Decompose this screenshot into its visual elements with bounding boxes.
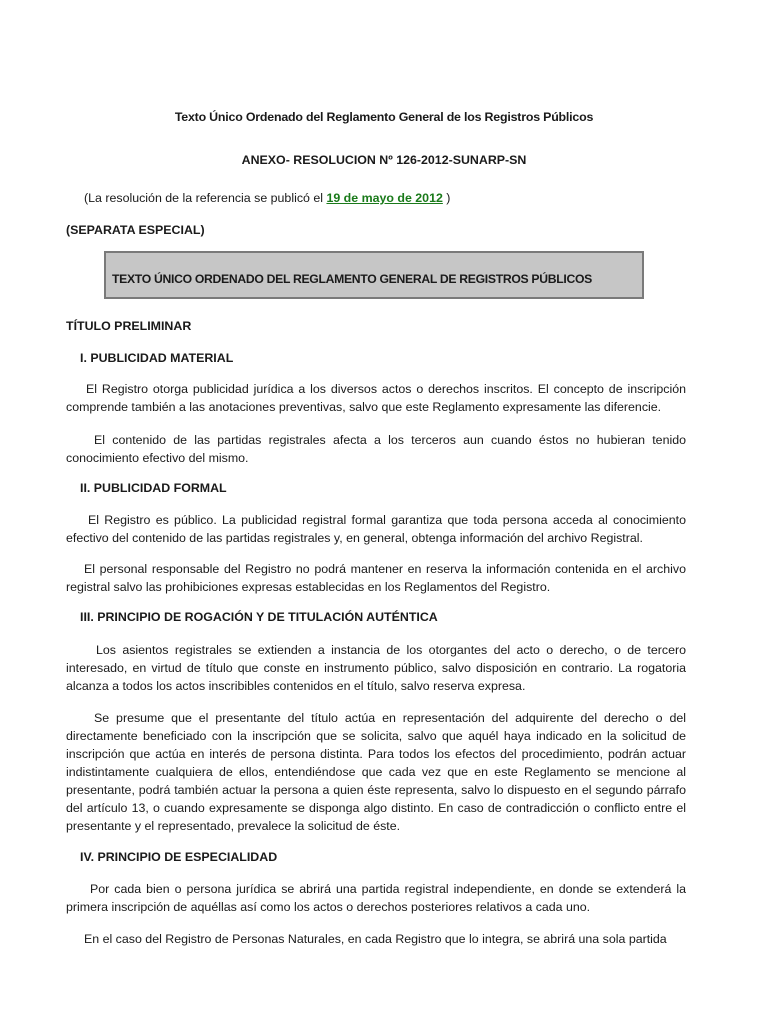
anexo-line: ANEXO- RESOLUCION Nº 126-2012-SUNARP-SN — [241, 153, 527, 167]
publication-date-link[interactable]: 19 de mayo de 2012 — [326, 191, 443, 205]
section-heading-3: III. PRINCIPIO DE ROGACIÓN Y DE TITULACIÓN AUTÉNTICA — [80, 610, 438, 624]
section-2-paragraph-1 — [66, 511, 686, 547]
note-suffix: ) — [442, 191, 451, 205]
title-box — [104, 251, 644, 299]
paragraph-text: Por cada bien o persona jurídica se abrirá una partida registral independiente, en donde se extenderá la primera inscripción de aquéllas así como los actos o derechos posteriores relativos a cada uno. — [66, 882, 686, 914]
titulo-preliminar: TÍTULO PRELIMINAR — [66, 319, 192, 333]
section-3-paragraph-1 — [66, 641, 686, 695]
box-title: TEXTO ÚNICO ORDENADO DEL REGLAMENTO GENERAL DE REGISTROS PÚBLICOS — [112, 272, 593, 286]
section-1-paragraph-2 — [66, 431, 686, 467]
section-4-paragraph-2 — [66, 930, 686, 948]
publication-note — [84, 191, 450, 205]
paragraph-text: En el caso del Registro de Personas Naturales, en cada Registro que lo integra, se abrirá una sola partida — [84, 932, 667, 946]
paragraph-text: El contenido de las partidas registrales afecta a los terceros aun cuando éstos no hubieran tenido conocimiento efectivo del mismo. — [66, 433, 686, 465]
section-heading-2: II. PUBLICIDAD FORMAL — [80, 481, 227, 495]
section-1-paragraph-1 — [66, 380, 686, 416]
section-heading-1: I. PUBLICIDAD MATERIAL — [80, 351, 234, 365]
paragraph-text: El Registro otorga publicidad jurídica a los diversos actos o derechos inscritos. El concepto de inscripción comprende también a las anotaciones preventivas, salvo que este Reglamento expresamente las diferencie. — [66, 382, 686, 414]
section-3-paragraph-2 — [66, 709, 686, 835]
paragraph-text: El Registro es público. La publicidad registral formal garantiza que toda persona acceda al conocimiento efectivo del contenido de las partidas registrales y, en general, obtenga información del archivo Registral. — [66, 513, 686, 545]
document-title: Texto Único Ordenado del Reglamento General de los Registros Públicos — [174, 110, 594, 124]
note-prefix: (La resolución de la referencia se publicó el — [84, 191, 327, 205]
paragraph-text: Los asientos registrales se extienden a instancia de los otorgantes del acto o derecho, o de tercero interesado, en virtud de título que conste en instrumento público, salvo disposición en contrario. La rogatoria alcanza a todos los actos inscribibles contenidos en el título, salvo reserva expresa. — [66, 643, 686, 693]
paragraph-text: El personal responsable del Registro no podrá mantener en reserva la información contenida en el archivo registral salvo las prohibiciones expresas establecidas en los Reglamentos del Registro. — [66, 562, 686, 594]
paragraph-text: Se presume que el presentante del título actúa en representación del adquirente del derecho o del directamente beneficiado con la inscripción que se solicita, salvo que aquél haya indicado en la solicitud de inscripción que actúa en interés de persona distinta. Para todos los efectos del procedimiento, podrán actuar indistintamente cualquiera de ellos, entendiéndose que cada vez que en este Reglamento se mencione al presentante, podrá también actuar la persona a quien éste representa, salvo lo dispuesto en el segundo párrafo del artículo 13, o cuando expresamente se disponga algo distinto. En caso de contradicción o conflicto entre el presentante y el representado, prevalece la solicitud de éste. — [66, 711, 686, 833]
section-4-paragraph-1 — [66, 880, 686, 916]
section-2-paragraph-2 — [66, 560, 686, 596]
section-heading-4: IV. PRINCIPIO DE ESPECIALIDAD — [80, 850, 278, 864]
separata-label: (SEPARATA ESPECIAL) — [66, 223, 205, 237]
